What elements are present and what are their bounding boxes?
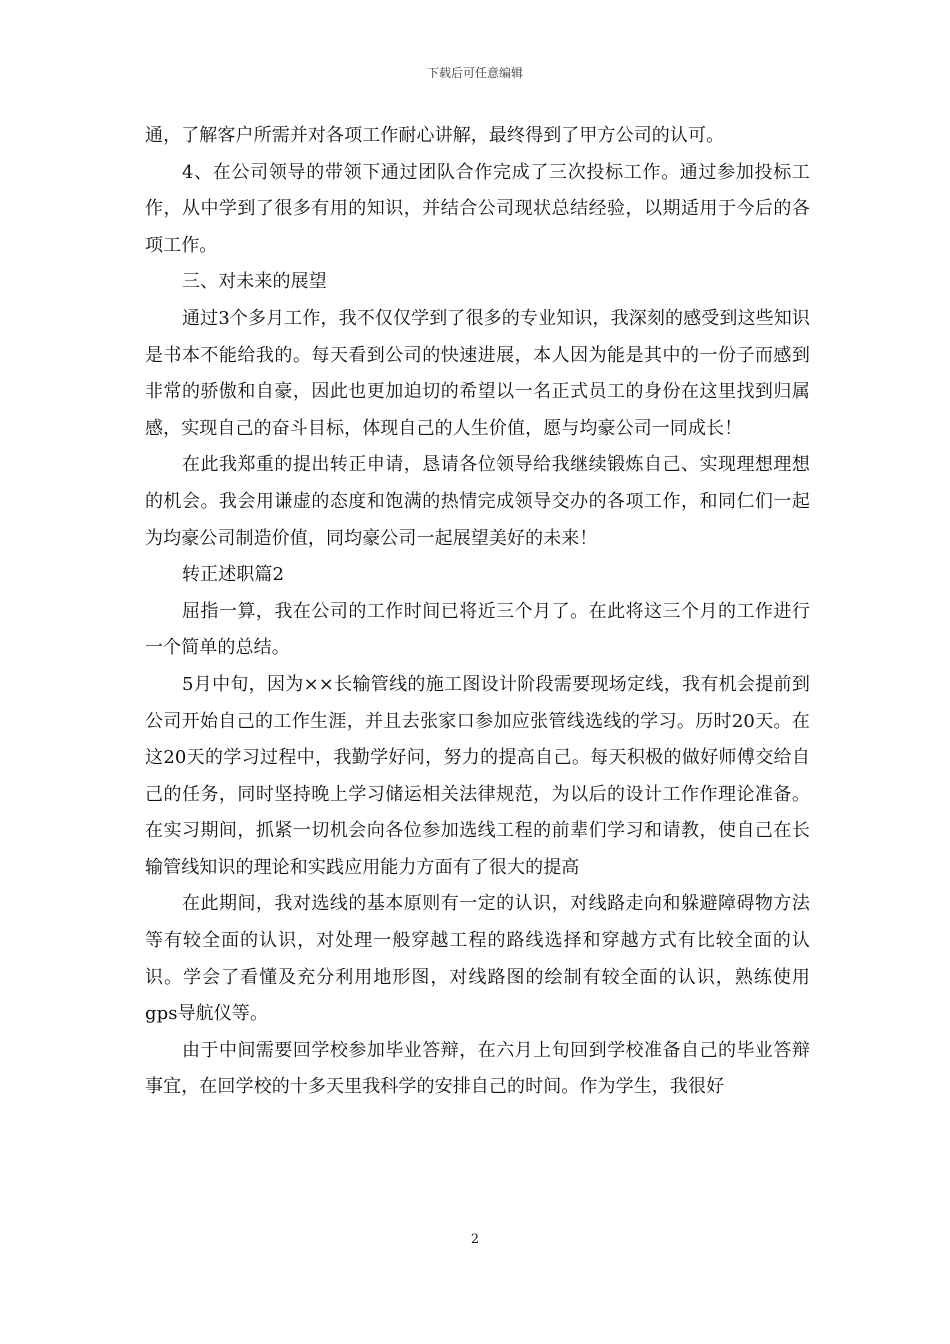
document-body [145, 118, 810, 1106]
paragraph-may-work: 5月中旬，因为××长输管线的施工图设计阶段需要现场定线，我有机会提前到公司开始自己的工作生涯，并且去张家口参加应张管线选线的学习。历时20天。在这20天的学习过程中，我勤学好问，努力的提高自己。每天积极的做好师傅交给自己的任务，同时坚持晚上学习储运相关法律规范，为以后的设计工作作理论准备。在实习期间，抓紧一切机会向各位参加选线工程的前辈们学习和请教，使自己在长输管线知识的理论和实践应用能力方面有了很大的提高 [145, 673, 810, 878]
section-heading-part2: 转正述职篇2 [182, 564, 285, 586]
page-number: 2 [470, 1232, 480, 1247]
paragraph-bidding-work: 4、在公司领导的带领下通过团队合作完成了三次投标工作。通过参加投标工作，从中学到了很多有用的知识，并结合公司现状总结经验，以期适用于今后的各项工作。 [145, 161, 810, 256]
paragraph-summary-intro: 屈指一算，我在公司的工作时间已将近三个月了。在此将这三个月的工作进行一个简单的总结。 [145, 600, 810, 659]
page-header: 下载后可任意编辑 [426, 66, 523, 80]
paragraph-route-selection: 在此期间，我对选线的基本原则有一定的认识，对线路走向和躲避障碍物方法等有较全面的认识，对处理一般穿越工程的路线选择和穿越方式有比较全面的认识。学会了看懂及充分利用地形图，对线路图的绘制有较全面的认识，熟练使用gps导航仪等。 [145, 893, 810, 1025]
section-heading-outlook: 三、对未来的展望 [182, 271, 327, 293]
paragraph-graduation: 由于中间需要回学校参加毕业答辩，在六月上旬回到学校准备自己的毕业答辩事宜，在回学校的十多天里我科学的安排自己的时间。作为学生，我很好 [145, 1039, 810, 1098]
paragraph-outlook: 通过3个多月工作，我不仅仅学到了很多的专业知识，我深刻的感受到这些知识是书本不能给我的。每天看到公司的快速进展，本人因为能是其中的一份子而感到非常的骄傲和自豪，因此也更加迫切的希望以一名正式员工的身份在这里找到归属感，实现自己的奋斗目标，体现自己的人生价值，愿与均豪公司一同成长！ [145, 307, 810, 439]
paragraph-application: 在此我郑重的提出转正申请，恳请各位领导给我继续锻炼自己、实现理想理想的机会。我会用谦虚的态度和饱满的热情完成领导交办的各项工作，和同仁们一起为均豪公司制造价值，同均豪公司一起展望美好的未来！ [145, 454, 810, 549]
paragraph-continuation: 通，了解客户所需并对各项工作耐心讲解，最终得到了甲方公司的认可。 [145, 125, 725, 146]
